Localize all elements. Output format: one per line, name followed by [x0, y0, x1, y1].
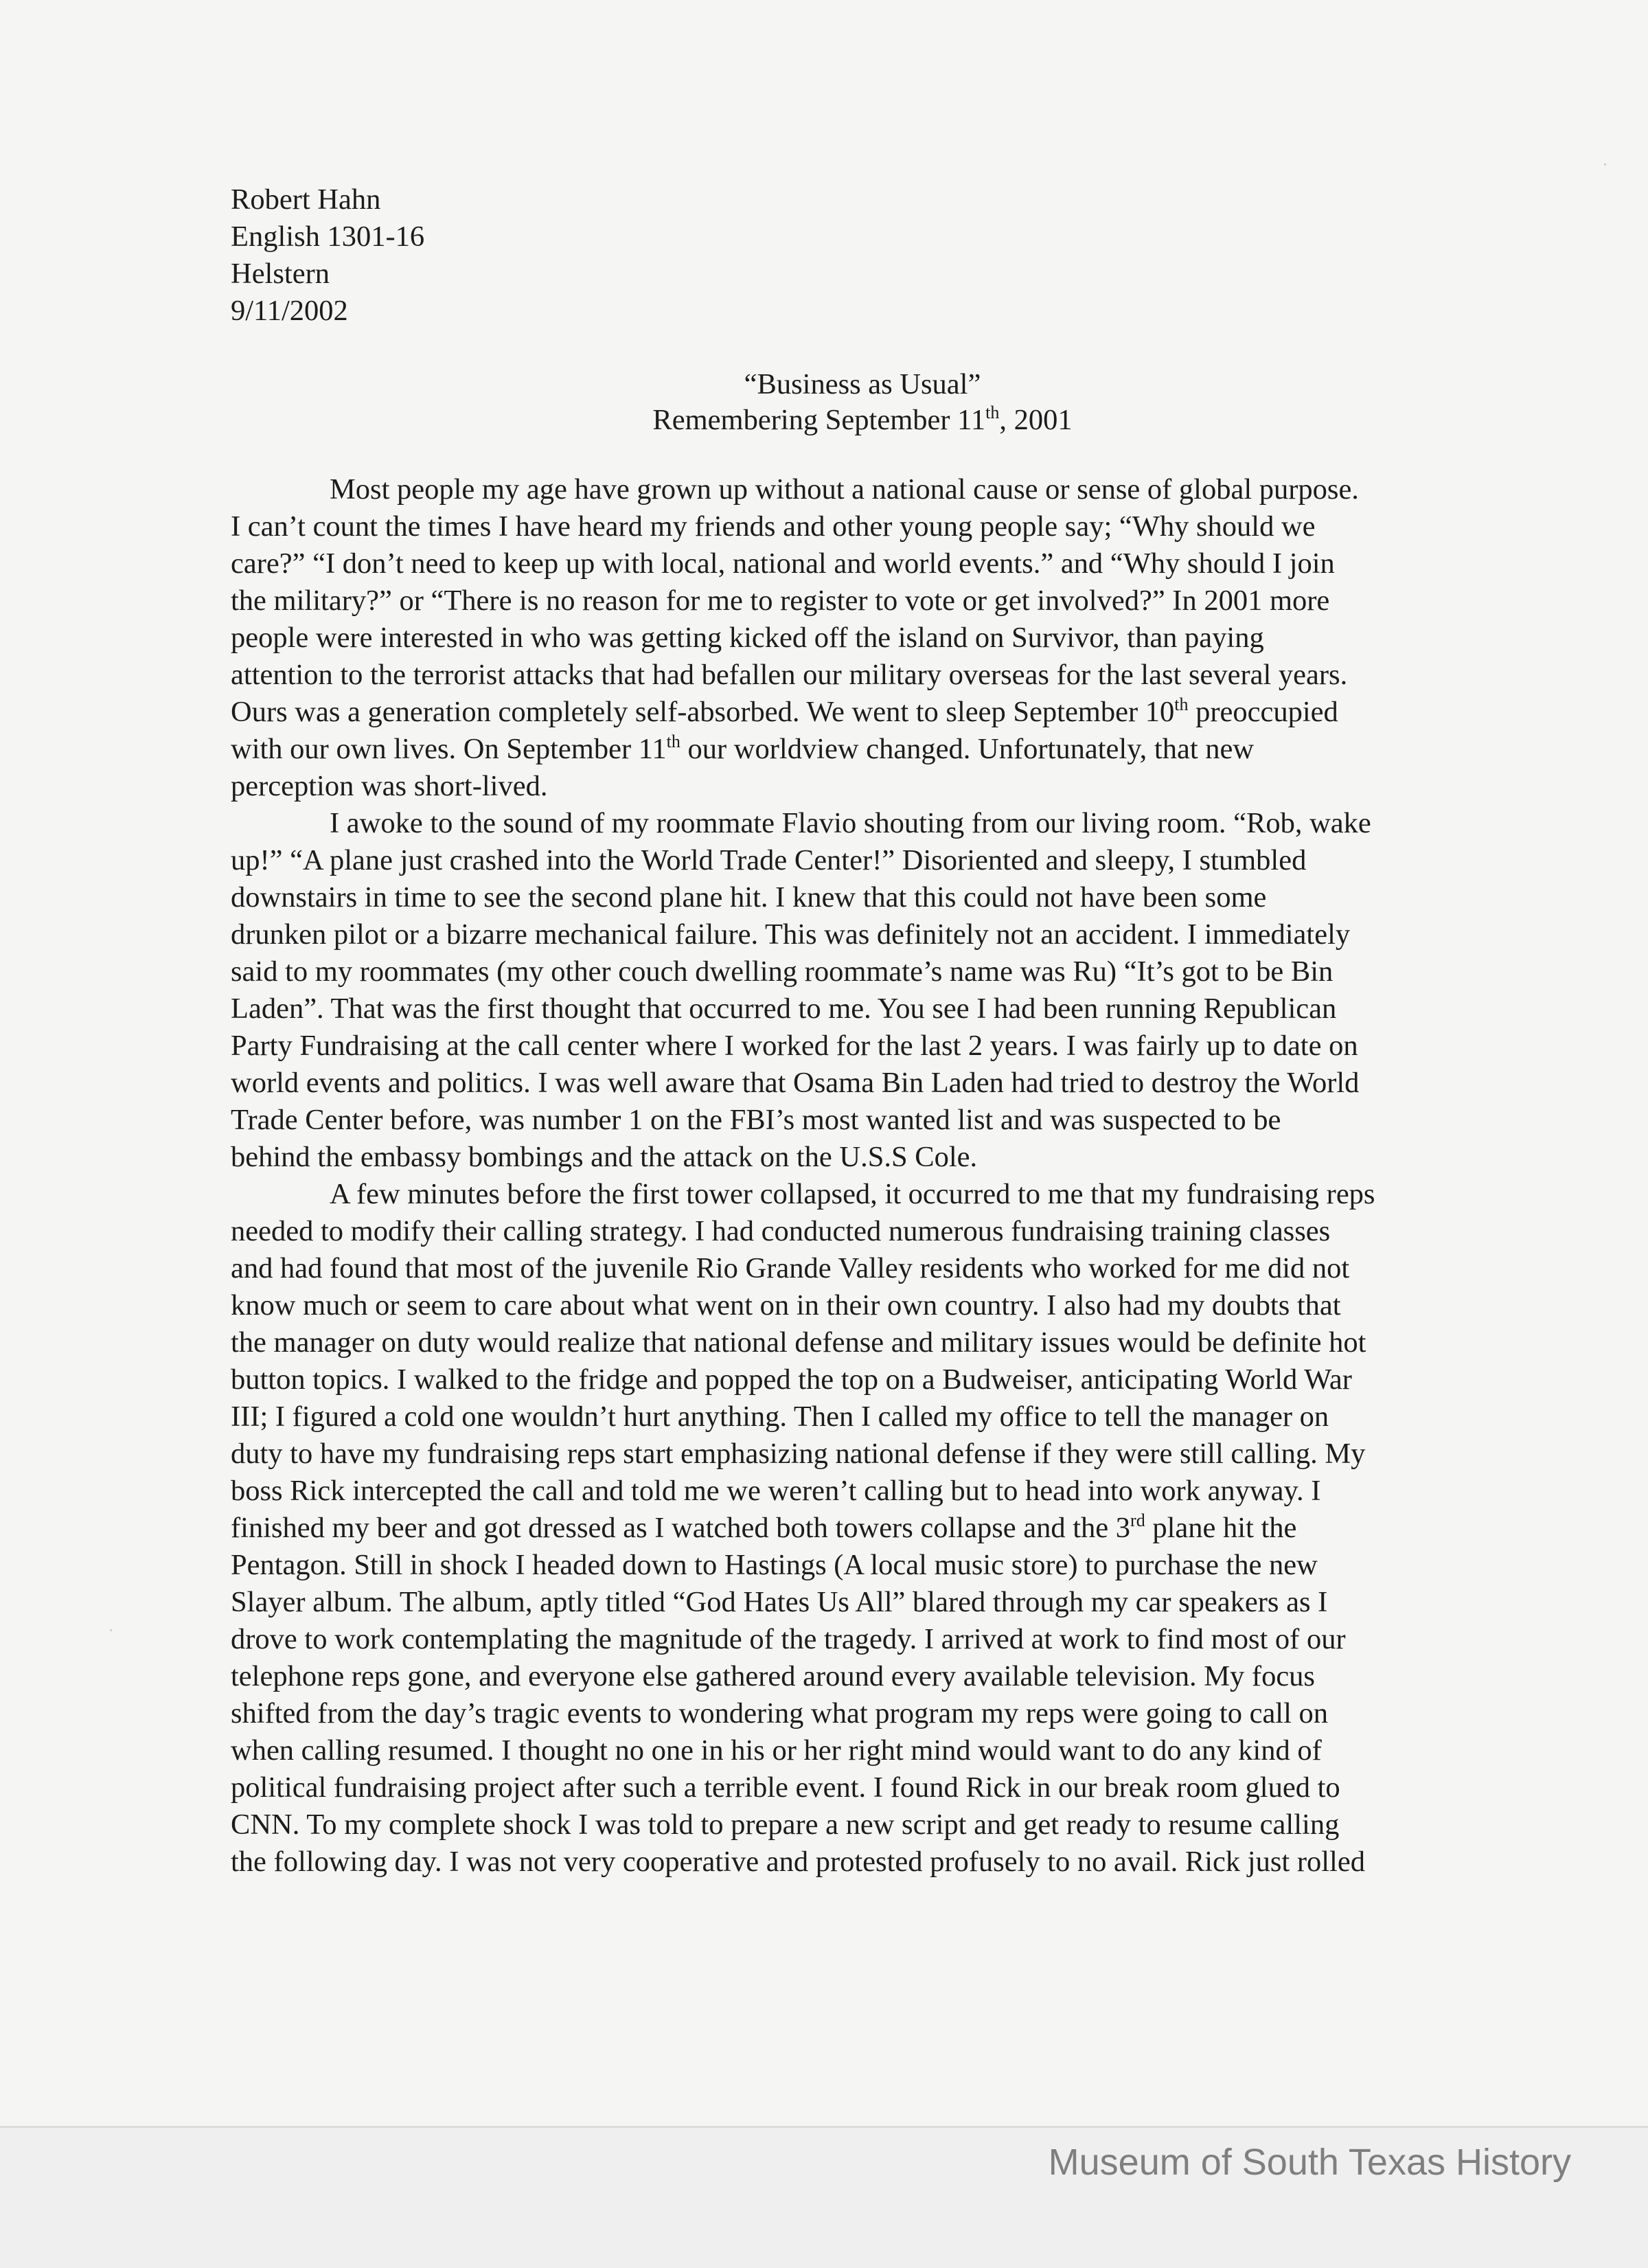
essay-line [231, 1250, 1494, 1287]
line-text: finished my beer and got dressed as I watched both towers collapse and the 3 [231, 1512, 1131, 1544]
line-text: Laden”. That was the first thought that occurred to me. You see I had been running Republican [231, 993, 1337, 1025]
line-text: A few minutes before the first tower collapsed, it occurred to me that my fundraising reps [330, 1178, 1375, 1210]
line-text: preoccupied [1188, 696, 1338, 728]
essay-line [231, 990, 1494, 1028]
line-text: people were interested in who was getting kicked off the island on Survivor, than paying [231, 622, 1264, 654]
line-text: the military?” or “There is no reason for me to register to vote or get involved?” In 2001 more [231, 585, 1330, 617]
subtitle-year: , 2001 [999, 404, 1073, 436]
line-text: drove to work contemplating the magnitude of the tragedy. I arrived at work to find most of our [231, 1623, 1346, 1655]
line-text: duty to have my fundraising reps start emphasizing national defense if they were still calling. My [231, 1438, 1366, 1470]
essay-line [231, 1139, 1494, 1176]
ordinal-suffix: rd [1130, 1510, 1145, 1530]
museum-watermark: Museum of South Texas History [1048, 2142, 1571, 2183]
essay-line [231, 1621, 1494, 1658]
essay-line [231, 1065, 1494, 1102]
essay-line [231, 657, 1494, 694]
line-text: care?” “I don’t need to keep up with local, national and world events.” and “Why should I join [231, 547, 1335, 580]
line-text: political fundraising project after such a terrible event. I found Rick in our break room glued to [231, 1771, 1340, 1804]
page-edge [0, 2126, 1648, 2128]
essay-line [231, 879, 1494, 916]
essay-line [231, 1361, 1494, 1398]
subtitle-ordinal: th [985, 402, 1000, 422]
essay-line [231, 1844, 1494, 1881]
essay-document [231, 181, 1494, 1881]
line-text: up!” “A plane just crashed into the World Trade Center!” Disoriented and sleepy, I stumbled [231, 844, 1307, 876]
essay-line [231, 1547, 1494, 1584]
line-text: Most people my age have grown up without a national cause or sense of global purpose. [330, 473, 1359, 506]
line-text: our worldview changed. Unfortunately, that new [680, 733, 1255, 765]
essay-line [231, 731, 1494, 768]
course-name: English 1301-16 [231, 220, 425, 253]
essay-line [231, 620, 1494, 657]
essay-line [231, 1695, 1494, 1732]
line-text: world events and politics. I was well aware that Osama Bin Laden had tried to destroy the World [231, 1067, 1360, 1099]
essay-line [231, 1176, 1494, 1213]
essay-date: 9/11/2002 [231, 295, 348, 327]
essay-header [231, 181, 1494, 330]
line-text: shifted from the day’s tragic events to wondering what program my reps were going to call on [231, 1697, 1329, 1730]
line-text: the manager on duty would realize that national defense and military issues would be definite hot [231, 1326, 1366, 1359]
line-text: button topics. I walked to the fridge and popped the top on a Budweiser, anticipating World War [231, 1363, 1352, 1396]
line-text: III; I figured a cold one wouldn’t hurt anything. Then I called my office to tell the manager on [231, 1401, 1329, 1433]
essay-line [231, 694, 1494, 731]
line-text: behind the embassy bombings and the attack on the U.S.S Cole. [231, 1141, 978, 1173]
essay-line [231, 471, 1494, 508]
line-text: Trade Center before, was number 1 on the FBI’s most wanted list and was suspected to be [231, 1104, 1281, 1136]
essay-line [231, 842, 1494, 879]
line-text: attention to the terrorist attacks that had befallen our military overseas for the last several years. [231, 659, 1348, 691]
essay-title: “Business as Usual” [744, 368, 981, 400]
scan-speck [110, 1629, 112, 1631]
line-text: I awoke to the sound of my roommate Flavio shouting from our living room. “Rob, wake [330, 807, 1371, 839]
essay-line [231, 1473, 1494, 1510]
scan-speck [1604, 163, 1606, 166]
line-text: Ours was a generation completely self-absorbed. We went to sleep September 10 [231, 696, 1175, 728]
line-text: Party Fundraising at the call center where I worked for the last 2 years. I was fairly up to date on [231, 1030, 1358, 1062]
essay-line [231, 1398, 1494, 1436]
essay-line [231, 1769, 1494, 1806]
essay-line [231, 1584, 1494, 1621]
subtitle-text: Remembering September 11 [652, 404, 986, 436]
essay-line [231, 953, 1494, 990]
line-text: Pentagon. Still in shock I headed down to Hastings (A local music store) to purchase the new [231, 1549, 1318, 1581]
line-text: the following day. I was not very cooperative and protested profusely to no avail. Rick just rolled [231, 1846, 1365, 1878]
essay-subtitle [231, 402, 1494, 438]
line-text: said to my roommates (my other couch dwelling roommate’s name was Ru) “It’s got to be Bin [231, 955, 1334, 988]
essay-line [231, 1436, 1494, 1473]
essay-line [231, 1510, 1494, 1547]
essay-title-block [231, 367, 1494, 438]
instructor-name: Helstern [231, 258, 330, 290]
line-text: and had found that most of the juvenile Rio Grande Valley residents who worked for me did not [231, 1252, 1350, 1284]
line-text: needed to modify their calling strategy. I had conducted numerous fundraising training classes [231, 1215, 1331, 1247]
line-text: with our own lives. On September 11 [231, 733, 667, 765]
essay-line [231, 1287, 1494, 1324]
line-text: drunken pilot or a bizarre mechanical failure. This was definitely not an accident. I immediately [231, 918, 1351, 951]
essay-line [231, 545, 1494, 582]
line-text: perception was short-lived. [231, 770, 548, 802]
essay-line [231, 768, 1494, 805]
essay-line [231, 1213, 1494, 1250]
essay-line [231, 582, 1494, 620]
line-text: when calling resumed. I thought no one in his or her right mind would want to do any kind of [231, 1734, 1322, 1767]
line-text: CNN. To my complete shock I was told to prepare a new script and get ready to resume calling [231, 1808, 1340, 1841]
line-text: telephone reps gone, and everyone else gathered around every available television. My focus [231, 1660, 1315, 1692]
essay-line [231, 805, 1494, 842]
line-text: plane hit the [1145, 1512, 1297, 1544]
essay-line [231, 1658, 1494, 1695]
essay-line [231, 1324, 1494, 1361]
essay-body [231, 471, 1494, 1881]
line-text: boss Rick intercepted the call and told me we weren’t calling but to head into work anyway. I [231, 1475, 1321, 1507]
line-text: I can’t count the times I have heard my friends and other young people say; “Why should we [231, 510, 1316, 543]
essay-line [231, 916, 1494, 953]
author-name: Robert Hahn [231, 183, 381, 216]
essay-line [231, 508, 1494, 545]
essay-line [231, 1732, 1494, 1769]
ordinal-suffix: th [666, 732, 680, 751]
essay-line [231, 1028, 1494, 1065]
essay-line [231, 1102, 1494, 1139]
line-text: Slayer album. The album, aptly titled “God Hates Us All” blared through my car speakers as I [231, 1586, 1328, 1618]
line-text: know much or seem to care about what went on in their own country. I also had my doubts that [231, 1289, 1341, 1322]
line-text: downstairs in time to see the second plane hit. I knew that this could not have been some [231, 881, 1267, 914]
essay-line [231, 1806, 1494, 1844]
ordinal-suffix: th [1174, 694, 1189, 714]
